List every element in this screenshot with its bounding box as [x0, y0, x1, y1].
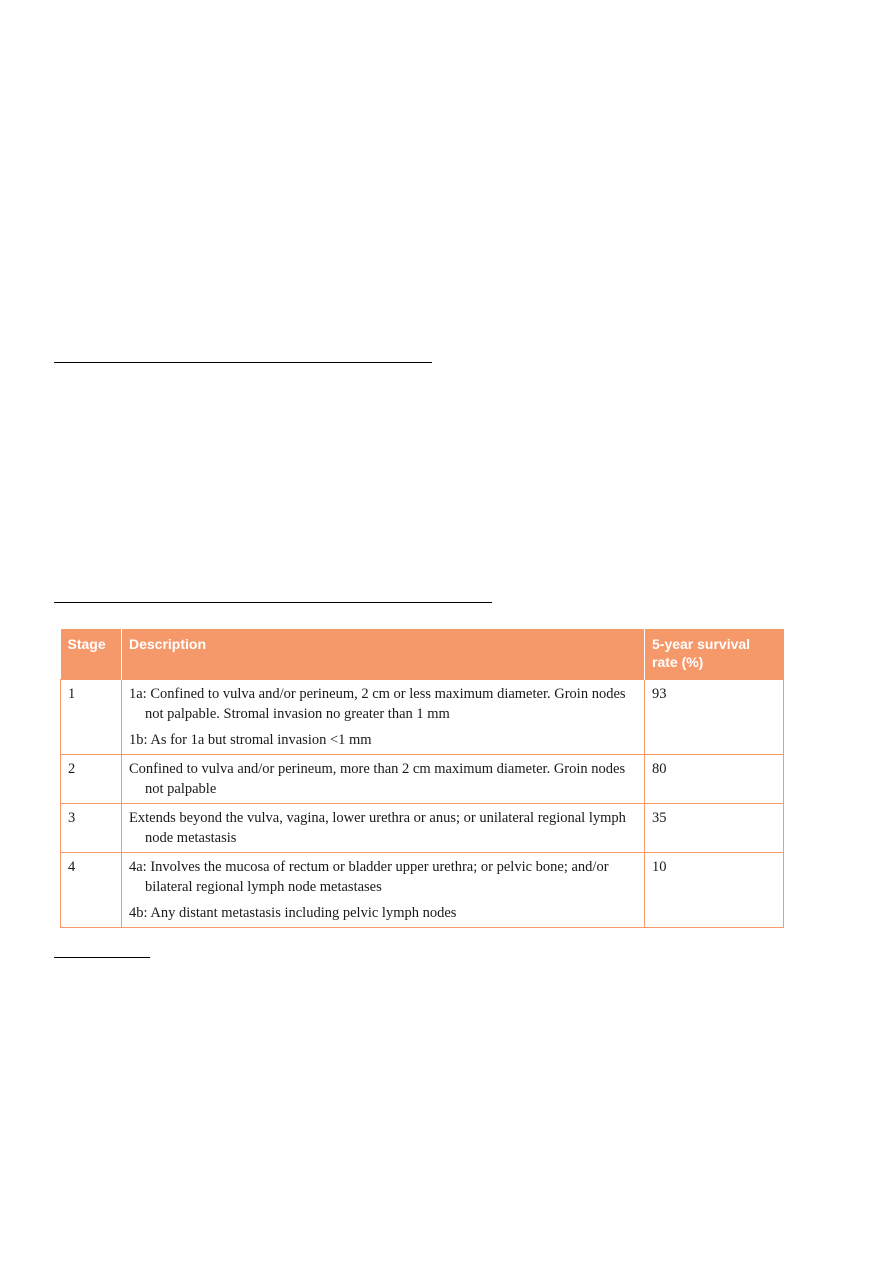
stage-cell: 3: [61, 804, 122, 853]
survival-rate-cell: 80: [645, 755, 784, 804]
description-entry: Confined to vulva and/or perineum, more than 2 cm maximum diameter. Groin nodes not palpable: [129, 761, 626, 797]
stage-cell: 4: [61, 853, 122, 928]
survival-rate-cell: 10: [645, 853, 784, 928]
column-header-description: Description: [122, 629, 645, 680]
description-cell: [122, 680, 645, 755]
description-cell: [122, 853, 645, 928]
column-header-stage: Stage: [61, 629, 122, 680]
table-row-stage-1: [61, 680, 784, 755]
description-entry: 4b: Any distant metastasis including pelvic lymph nodes: [129, 905, 457, 921]
description-entry: Extends beyond the vulva, vagina, lower urethra or anus; or unilateral regional lymph node metastasis: [129, 810, 626, 846]
description-cell: [122, 755, 645, 804]
stage-cell: 1: [61, 680, 122, 755]
section-underline-2: [54, 602, 492, 603]
description-entry: 1a: Confined to vulva and/or perineum, 2 cm or less maximum diameter. Groin nodes not palpable. Stromal invasion no greater than 1 mm: [129, 686, 626, 722]
stage-cell: 2: [61, 755, 122, 804]
table-header-row: [61, 629, 784, 680]
survival-rate-cell: 35: [645, 804, 784, 853]
table-row-stage-4: [61, 853, 784, 928]
description-entry: 1b: As for 1a but stromal invasion <1 mm: [129, 732, 372, 748]
table-row-stage-2: [61, 755, 784, 804]
staging-table: [60, 629, 784, 928]
column-header-survival-rate: 5-year survival rate (%): [645, 629, 784, 680]
description-cell: [122, 804, 645, 853]
section-underline-1: [54, 362, 432, 363]
description-entry: 4a: Involves the mucosa of rectum or bladder upper urethra; or pelvic bone; and/or bilateral regional lymph node metastases: [129, 859, 609, 895]
survival-rate-cell: 93: [645, 680, 784, 755]
table-row-stage-3: [61, 804, 784, 853]
section-underline-3: [54, 957, 150, 958]
